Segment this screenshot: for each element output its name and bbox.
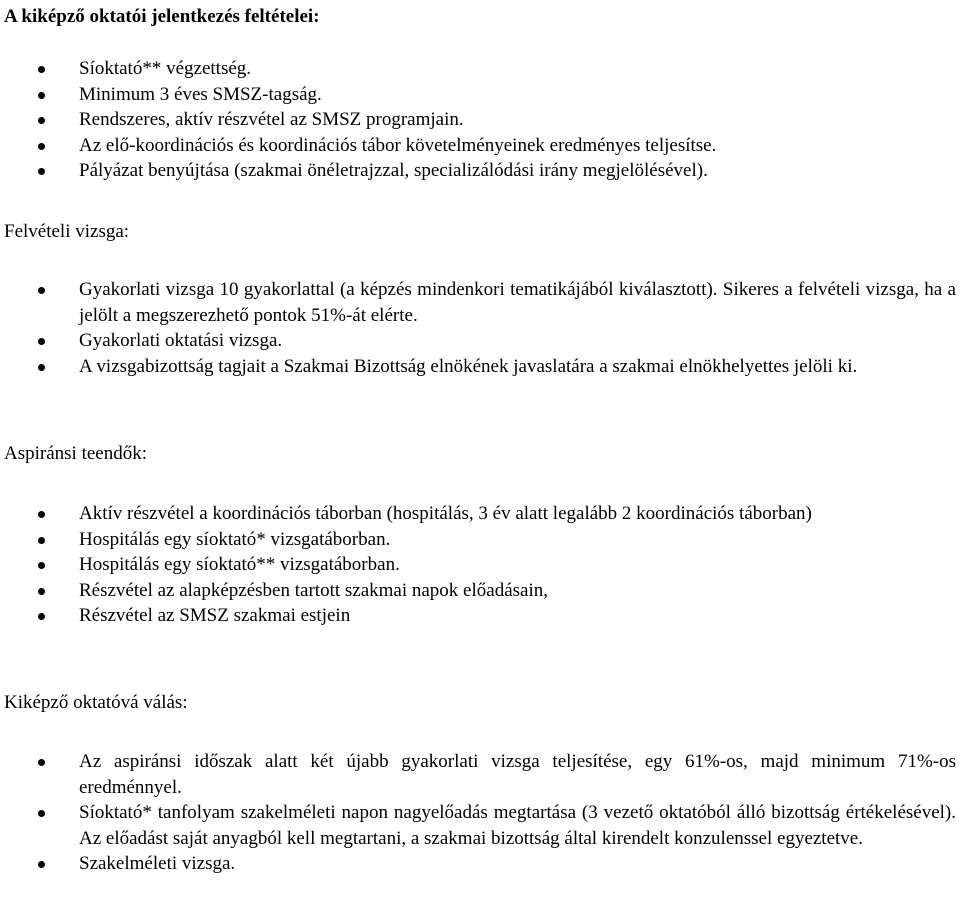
requirements-list (0, 56, 958, 184)
bullet-icon (38, 537, 45, 544)
section-title-entrance-exam: Felvételi vizsga: (4, 221, 130, 242)
list-item: Pályázat benyújtása (szakmai önéletrajzzal, specializálódási irány megjelölésével). (0, 158, 958, 184)
list-item: A vizsgabizottság tagjait a Szakmai Bizottság elnökének javaslatára a szakmai elnökhelyettes jelöli ki. (0, 354, 958, 380)
bullet-icon (38, 92, 45, 99)
list-item: Gyakorlati vizsga 10 gyakorlattal (a képzés mindenkori tematikájából kiválasztott). Sikeres a felvételi vizsga, ha a jelölt a megszerezhető pontok 51%-át elérte. (0, 277, 958, 328)
bullet-icon (38, 117, 45, 124)
bullet-icon (38, 759, 45, 766)
becoming-trainer-list (0, 749, 958, 877)
aspirant-tasks-list (0, 501, 958, 629)
list-item: Az aspiránsi időszak alatt két újabb gyakorlati vizsga teljesítése, egy 61%-os, majd minimum 71%-os eredménnyel. (0, 749, 958, 800)
list-item: Részvétel az SMSZ szakmai estjein (0, 603, 958, 629)
bullet-icon (38, 562, 45, 569)
list-item: Gyakorlati oktatási vizsga. (0, 328, 958, 354)
section-title-becoming-trainer: Kiképző oktatóvá válás: (4, 692, 188, 713)
list-item: Síoktató** végzettség. (0, 56, 958, 82)
list-item: Hospitálás egy síoktató* vizsgatáborban. (0, 527, 958, 553)
bullet-icon (38, 861, 45, 868)
bullet-icon (38, 66, 45, 73)
bullet-icon (38, 143, 45, 150)
list-item: Hospitálás egy síoktató** vizsgatáborban. (0, 552, 958, 578)
bullet-icon (38, 511, 45, 518)
list-item: Részvétel az alapképzésben tartott szakmai napok előadásain, (0, 578, 958, 604)
bullet-icon (38, 810, 45, 817)
list-item: Síoktató* tanfolyam szakelméleti napon nagyelőadás megtartása (3 vezető oktatóból álló bizottság értékelésével). Az előadást saját anyagból kell megtartani, a szakmai bizottság által kirendelt konzulenssel egyeztetve. (0, 800, 958, 851)
list-item: Rendszeres, aktív részvétel az SMSZ programjain. (0, 107, 958, 133)
section-title-aspirant-tasks: Aspiránsi teendők: (4, 443, 148, 464)
page-title: A kiképző oktatói jelentkezés feltételei: (4, 6, 320, 27)
bullet-icon (38, 338, 45, 345)
bullet-icon (38, 364, 45, 371)
list-item: Minimum 3 éves SMSZ-tagság. (0, 82, 958, 108)
list-item: Szakelméleti vizsga. (0, 851, 958, 877)
entrance-exam-list (0, 277, 958, 379)
list-item: Az elő-koordinációs és koordinációs tábor követelményeinek eredményes teljesítse. (0, 133, 958, 159)
bullet-icon (38, 287, 45, 294)
bullet-icon (38, 588, 45, 595)
bullet-icon (38, 613, 45, 620)
list-item: Aktív részvétel a koordinációs táborban (hospitálás, 3 év alatt legalább 2 koordinációs táborban) (0, 501, 958, 527)
bullet-icon (38, 168, 45, 175)
